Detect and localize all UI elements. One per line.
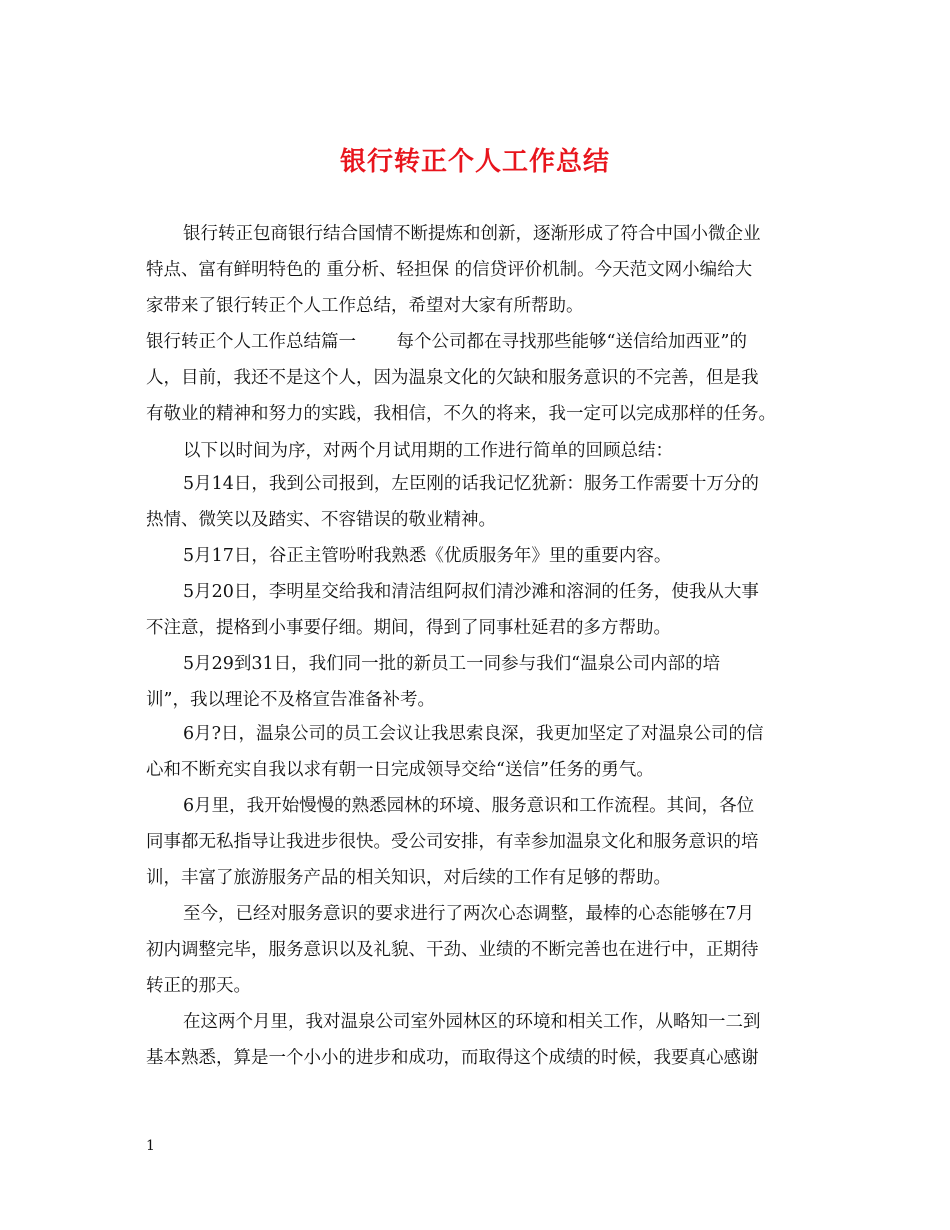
text-line: 5月20日，李明星交给我和清洁组阿叔们清沙滩和溶洞的任务，使我从大事 bbox=[183, 582, 759, 602]
page-number: 1 bbox=[146, 1138, 155, 1154]
text-line: 初内调整完毕，服务意识以及礼貌、干劲、业绩的不断完善也在进行中，正期待 bbox=[146, 940, 759, 960]
text-line: 银行转正包商银行结合国情不断提炼和创新，逐渐形成了符合中国小微企业 bbox=[183, 224, 761, 244]
text-line: 人，目前，我还不是这个人，因为温泉文化的欠缺和服务意识的不完善，但是我 bbox=[146, 368, 759, 388]
text-line: 心和不断充实自我以求有朝一日完成领导交给“送信”任务的勇气。 bbox=[146, 760, 654, 780]
text-line: 同事都无私指导让我进步很快。受公司安排，有幸参加温泉文化和服务意识的培 bbox=[146, 832, 759, 852]
text-line: 6月?日，温泉公司的员工会议让我思索良深，我更加坚定了对温泉公司的信 bbox=[183, 724, 764, 744]
document-title: 银行转正个人工作总结 bbox=[339, 147, 610, 177]
text-line: 至今，已经对服务意识的要求进行了两次心态调整，最棒的心态能够在7月 bbox=[183, 904, 755, 924]
text-line: 热情、微笑以及踏实、不容错误的敬业精神。 bbox=[146, 510, 496, 530]
text-line: 家带来了银行转正个人工作总结，希望对大家有所帮助。 bbox=[146, 296, 584, 316]
text-line: 基本熟悉，算是一个小小的进步和成功，而取得这个成绩的时候，我要真心感谢 bbox=[146, 1048, 759, 1068]
text-line: 5月17日，谷正主管吩咐我熟悉《优质服务年》里的重要内容。 bbox=[183, 546, 672, 566]
text-line: 转正的那天。 bbox=[146, 976, 251, 996]
text-line: 银行转正个人工作总结篇一 每个公司都在寻找那些能够“送信给加西亚”的 bbox=[146, 332, 747, 352]
text-line: 5月29到31日，我们同一批的新员工一同参与我们“温泉公司内部的培 bbox=[183, 654, 721, 674]
text-line: 在这两个月里，我对温泉公司室外园林区的环境和相关工作，从略知一二到 bbox=[183, 1012, 761, 1032]
text-line: 有敬业的精神和努力的实践，我相信，不久的将来，我一定可以完成那样的任务。 bbox=[146, 404, 776, 424]
text-line: 训”，我以理论不及格宣告准备补考。 bbox=[146, 690, 435, 710]
text-line: 不注意，提格到小事要仔细。期间，得到了同事杜延君的多方帮助。 bbox=[146, 618, 671, 638]
text-line: 5月14日，我到公司报到，左臣刚的话我记忆犹新：服务工作需要十万分的 bbox=[183, 474, 759, 494]
text-line: 训，丰富了旅游服务产品的相关知识，对后续的工作有足够的帮助。 bbox=[146, 868, 671, 888]
text-line: 以下以时间为序，对两个月试用期的工作进行简单的回顾总结： bbox=[183, 441, 673, 461]
text-line: 6月里，我开始慢慢的熟悉园林的环境、服务意识和工作流程。其间，各位 bbox=[183, 796, 755, 816]
text-line: 特点、富有鲜明特色的 重分析、轻担保 的信贷评价机制。今天范文网小编给大 bbox=[146, 260, 753, 280]
